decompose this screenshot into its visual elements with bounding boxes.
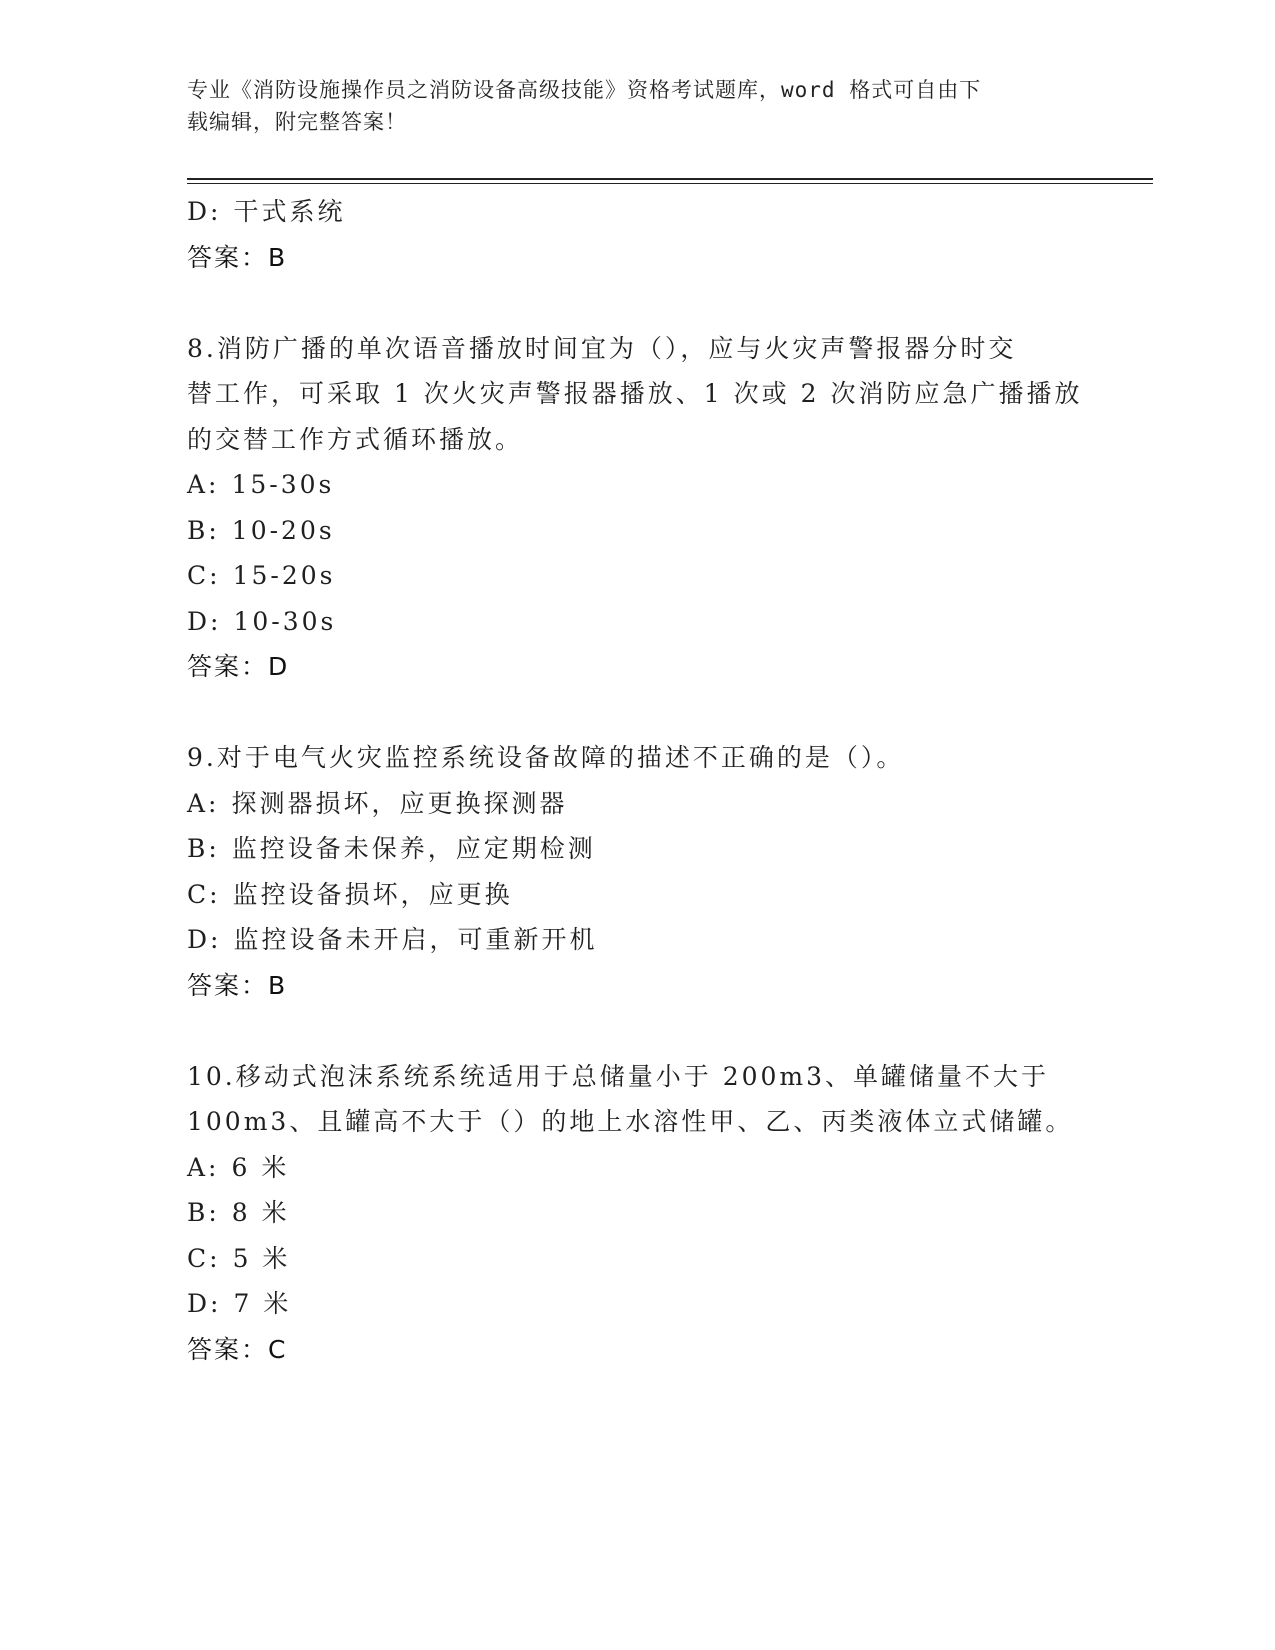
question-8-option-d xyxy=(187,599,1087,645)
option-text: 10-20s xyxy=(231,515,335,545)
question-8-line-3: 的交替工作方式循环播放。 xyxy=(187,424,524,454)
question-8-line-1: 8.消防广播的单次语音播放时间宜为（），应与火灾声警报器分时交 xyxy=(187,333,1017,363)
header-line-1: 专业《消防设施操作员之消防设备高级技能》资格考试题库，word 格式可自由下 xyxy=(187,78,982,102)
question-10-option-d xyxy=(187,1281,1087,1327)
spacer xyxy=(187,280,1087,326)
page-header xyxy=(187,74,1067,138)
spacer xyxy=(187,690,1087,736)
question-8-answer: 答案：D xyxy=(187,652,290,681)
question-9 xyxy=(187,735,1087,1008)
question-8-option-b xyxy=(187,508,1087,554)
option-letter: D: xyxy=(187,1289,222,1318)
question-9-option-a xyxy=(187,781,1087,827)
question-8-option-c xyxy=(187,553,1087,599)
option-letter: A: xyxy=(187,470,220,499)
question-10-line-2: 100m3、且罐高不大于（）的地上水溶性甲、乙、丙类液体立式储罐。 xyxy=(187,1107,1074,1136)
option-text: 监控设备未开启，可重新开机 xyxy=(233,925,598,954)
option-text: 8 米 xyxy=(231,1198,290,1227)
header-line-2: 载编辑，附完整答案！ xyxy=(187,110,407,134)
option-letter: C: xyxy=(187,1243,221,1273)
question-10 xyxy=(187,1054,1087,1373)
option-text: 5 米 xyxy=(232,1243,291,1273)
option-letter: D: xyxy=(187,606,222,636)
option-text: 7 米 xyxy=(233,1289,292,1318)
option-text: 监控设备损坏，应更换 xyxy=(232,879,513,909)
option-letter: A: xyxy=(187,788,220,818)
option-text: 监控设备未保养，应定期检测 xyxy=(231,834,596,863)
question-9-option-c xyxy=(187,872,1087,918)
option-text: 探测器损坏，应更换探测器 xyxy=(231,788,568,818)
header-rule-thin xyxy=(187,183,1153,184)
option-letter: D: xyxy=(187,197,222,226)
question-10-option-b xyxy=(187,1190,1087,1236)
option-letter: B: xyxy=(187,1198,220,1227)
question-9-option-b xyxy=(187,826,1087,872)
prev-option-d xyxy=(187,189,1087,235)
question-10-line-1: 10.移动式泡沫系统系统适用于总储量小于 200m3、单罐储量不大于 xyxy=(187,1061,1050,1091)
question-8-line-2: 替工作，可采取 1 次火灾声警报器播放、1 次或 2 次消防应急广播播放 xyxy=(187,379,1083,408)
option-letter: B: xyxy=(187,834,220,863)
question-8 xyxy=(187,326,1087,690)
option-text: 10-30s xyxy=(233,606,337,636)
header-rule-thick xyxy=(187,178,1153,180)
prev-answer: 答案：B xyxy=(187,242,288,272)
option-letter: A: xyxy=(187,1152,220,1182)
option-letter: C: xyxy=(187,561,221,590)
option-text: 15-30s xyxy=(231,470,335,499)
question-9-option-d xyxy=(187,917,1087,963)
option-text: 干式系统 xyxy=(233,197,346,226)
question-10-option-c xyxy=(187,1236,1087,1282)
question-9-line-1: 9.对于电气火灾监控系统设备故障的描述不正确的是（）。 xyxy=(187,743,905,772)
spacer xyxy=(187,1008,1087,1054)
question-10-option-a xyxy=(187,1145,1087,1191)
question-10-answer: 答案：C xyxy=(187,1334,288,1364)
document-body xyxy=(187,189,1087,1372)
option-letter: B: xyxy=(187,515,220,545)
option-letter: C: xyxy=(187,879,221,909)
question-8-option-a xyxy=(187,462,1087,508)
option-text: 6 米 xyxy=(231,1152,290,1182)
question-9-answer: 答案：B xyxy=(187,970,288,1000)
option-text: 15-20s xyxy=(232,561,336,590)
option-letter: D: xyxy=(187,925,222,954)
